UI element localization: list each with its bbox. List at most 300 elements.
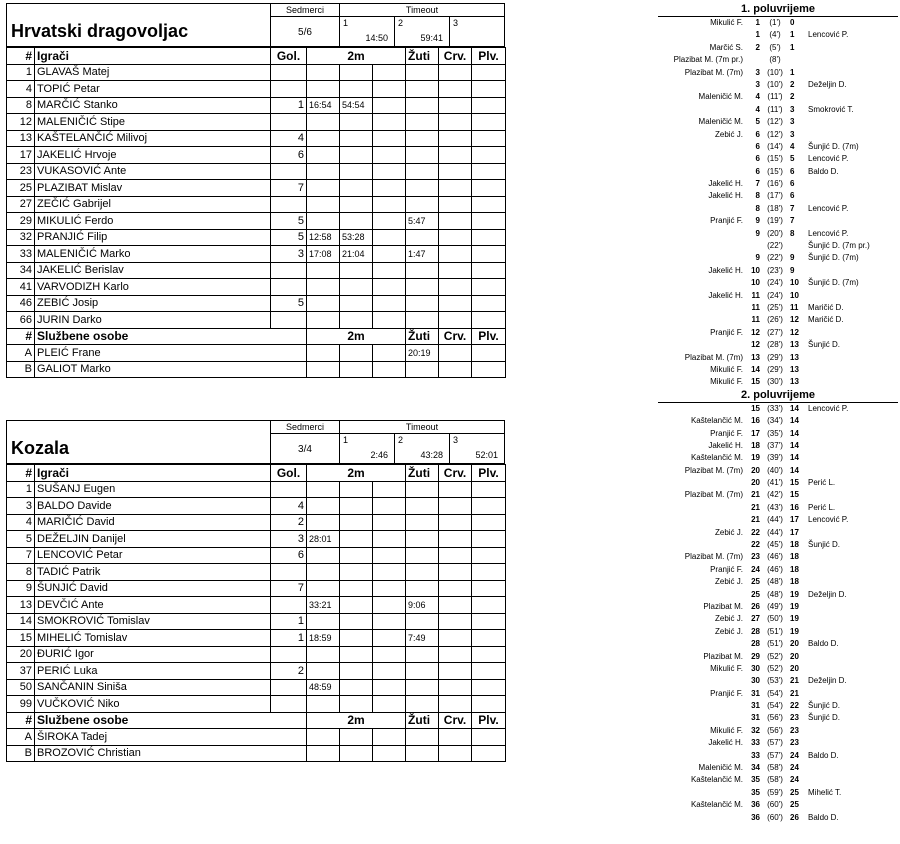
event-row bbox=[658, 215, 898, 227]
event-minute: (12') bbox=[767, 129, 783, 139]
sedmerci-value: 3/4 bbox=[270, 433, 340, 464]
player-name: DEVČIĆ Ante bbox=[35, 597, 271, 614]
player-red bbox=[439, 196, 472, 213]
event-home-score: 4 bbox=[755, 104, 760, 114]
player-2m-1 bbox=[307, 312, 340, 329]
event-guest-score: 10 bbox=[790, 290, 799, 300]
event-home-score: 6 bbox=[755, 166, 760, 176]
event-minute: (40') bbox=[767, 465, 783, 475]
player-blue bbox=[472, 64, 506, 81]
player-yellow: 5:47 bbox=[406, 213, 439, 230]
player-yellow bbox=[406, 114, 439, 131]
official-2m-1 bbox=[307, 729, 340, 746]
timeout-cell: 3 52:01 bbox=[450, 433, 505, 464]
table-row bbox=[7, 279, 506, 296]
player-2m-1 bbox=[307, 481, 340, 498]
player-number: 3 bbox=[7, 498, 35, 515]
event-guest-score: 0 bbox=[790, 18, 795, 27]
player-2m-3 bbox=[373, 679, 406, 696]
official-row bbox=[7, 345, 506, 362]
official-red bbox=[439, 361, 472, 378]
event-home-score: 15 bbox=[751, 403, 760, 413]
player-yellow: 9:06 bbox=[406, 597, 439, 614]
event-minute: (14') bbox=[767, 141, 783, 151]
player-2m-2 bbox=[340, 630, 373, 647]
header-blue: Plv. bbox=[472, 712, 506, 729]
player-goals bbox=[271, 696, 307, 713]
event-row bbox=[658, 527, 898, 539]
event-home-score: 27 bbox=[751, 614, 760, 624]
player-number: 27 bbox=[7, 196, 35, 213]
event-home-player: Plazibat M. (7m) bbox=[684, 67, 743, 77]
event-minute: (10') bbox=[767, 79, 783, 89]
table-header-row bbox=[7, 48, 506, 65]
event-home-score: 24 bbox=[751, 564, 760, 574]
player-name: JAKELIĆ Hrvoje bbox=[35, 147, 271, 164]
player-blue bbox=[472, 547, 506, 564]
event-row bbox=[658, 178, 898, 190]
event-guest-player: Šunjić D. bbox=[808, 701, 841, 711]
timeout-cell: 3 bbox=[450, 16, 505, 47]
event-guest-score: 19 bbox=[790, 614, 799, 624]
official-2m-1 bbox=[307, 345, 340, 362]
event-home-player: Marčić S. bbox=[709, 42, 743, 52]
player-2m-3 bbox=[373, 663, 406, 680]
player-name: LENCOVIĆ Petar bbox=[35, 547, 271, 564]
player-blue bbox=[472, 514, 506, 531]
table-row bbox=[7, 213, 506, 230]
player-number: 33 bbox=[7, 246, 35, 263]
officials-header-row bbox=[7, 328, 506, 345]
player-name: ŠUNJIĆ David bbox=[35, 580, 271, 597]
event-row bbox=[658, 302, 898, 314]
player-yellow bbox=[406, 564, 439, 581]
player-red bbox=[439, 64, 472, 81]
table-row bbox=[7, 262, 506, 279]
sedmerci-box bbox=[270, 420, 340, 464]
event-home-player: Mikulić F. bbox=[710, 364, 743, 374]
player-number: 4 bbox=[7, 514, 35, 531]
event-row bbox=[658, 428, 898, 440]
event-minute: (51') bbox=[767, 626, 783, 636]
table-row bbox=[7, 564, 506, 581]
event-guest-player: Baldo D. bbox=[808, 812, 839, 822]
player-name: TADIĆ Patrik bbox=[35, 564, 271, 581]
event-guest-score: 14 bbox=[790, 440, 799, 450]
sedmerci-box bbox=[270, 3, 340, 47]
event-guest-score: 14 bbox=[790, 428, 799, 438]
event-home-score: 23 bbox=[751, 552, 760, 562]
event-home-player: Kaštelančić M. bbox=[690, 416, 743, 426]
event-guest-player: Šunjić D. (7m) bbox=[808, 278, 859, 288]
event-minute: (8') bbox=[769, 55, 781, 65]
player-red bbox=[439, 613, 472, 630]
team2-section bbox=[6, 420, 505, 762]
player-2m-3 bbox=[373, 196, 406, 213]
event-minute: (28') bbox=[767, 340, 783, 350]
event-guest-score: 17 bbox=[790, 515, 799, 525]
event-guest-score: 15 bbox=[790, 478, 799, 488]
event-guest-score: 2 bbox=[790, 79, 795, 89]
player-red bbox=[439, 229, 472, 246]
event-minute: (53') bbox=[767, 676, 783, 686]
event-home-score: 35 bbox=[751, 787, 760, 797]
event-home-score: 11 bbox=[751, 302, 760, 312]
event-minute: (60') bbox=[767, 812, 783, 822]
table-row bbox=[7, 163, 506, 180]
header-yellow: Žuti bbox=[406, 712, 439, 729]
official-letter: A bbox=[7, 345, 35, 362]
event-home-player: Plazibat M. (7m) bbox=[684, 490, 743, 500]
event-minute: (29') bbox=[767, 364, 783, 374]
event-guest-player: Maričić D. bbox=[808, 302, 844, 312]
event-row bbox=[658, 638, 898, 650]
event-guest-player: Mihelić T. bbox=[808, 787, 842, 797]
event-minute: (49') bbox=[767, 601, 783, 611]
table-row bbox=[7, 580, 506, 597]
sedmerci-value: 5/6 bbox=[270, 16, 340, 47]
player-red bbox=[439, 262, 472, 279]
player-red bbox=[439, 312, 472, 329]
header-goals: Gol. bbox=[271, 48, 307, 65]
table-row bbox=[7, 147, 506, 164]
player-name: MIKULIĆ Ferdo bbox=[35, 213, 271, 230]
event-guest-score: 20 bbox=[790, 639, 799, 649]
event-row bbox=[658, 551, 898, 563]
table-row bbox=[7, 514, 506, 531]
event-guest-score: 9 bbox=[790, 265, 795, 275]
event-guest-score: 13 bbox=[790, 364, 799, 374]
event-home-score: 21 bbox=[751, 502, 760, 512]
event-home-score: 33 bbox=[751, 750, 760, 760]
player-red bbox=[439, 130, 472, 147]
table-row bbox=[7, 229, 506, 246]
event-row bbox=[658, 452, 898, 464]
player-2m-1: 33:21 bbox=[307, 597, 340, 614]
event-row bbox=[658, 415, 898, 427]
player-name: KAŠTELANČIĆ Milivoj bbox=[35, 130, 271, 147]
event-home-score: 9 bbox=[755, 253, 760, 263]
event-guest-score: 23 bbox=[790, 738, 799, 748]
event-home-player: Kaštelančić M. bbox=[690, 800, 743, 810]
player-goals: 7 bbox=[271, 180, 307, 197]
event-row bbox=[658, 129, 898, 141]
event-row bbox=[658, 774, 898, 786]
player-number: 41 bbox=[7, 279, 35, 296]
player-goals: 2 bbox=[271, 663, 307, 680]
player-yellow: 7:49 bbox=[406, 630, 439, 647]
event-minute: (43') bbox=[767, 502, 783, 512]
half1-events bbox=[658, 17, 898, 389]
player-number: 34 bbox=[7, 262, 35, 279]
event-guest-score: 4 bbox=[790, 141, 795, 151]
event-home-score: 33 bbox=[751, 738, 760, 748]
player-goals bbox=[271, 564, 307, 581]
player-name: MALENIČIĆ Marko bbox=[35, 246, 271, 263]
event-home-player: Pranjić F. bbox=[710, 327, 743, 337]
event-home-score: 35 bbox=[751, 775, 760, 785]
player-2m-2 bbox=[340, 180, 373, 197]
player-red bbox=[439, 531, 472, 548]
event-minute: (56') bbox=[767, 725, 783, 735]
event-home-score: 34 bbox=[751, 763, 760, 773]
header-2m: 2m bbox=[307, 48, 406, 65]
event-home-score: 21 bbox=[751, 515, 760, 525]
event-minute: (57') bbox=[767, 738, 783, 748]
event-guest-player: Lencović P. bbox=[808, 203, 849, 213]
event-guest-score: 14 bbox=[790, 416, 799, 426]
player-red bbox=[439, 295, 472, 312]
player-2m-2 bbox=[340, 514, 373, 531]
event-home-score: 8 bbox=[755, 203, 760, 213]
event-minute: (18') bbox=[767, 203, 783, 213]
header-yellow: Žuti bbox=[406, 48, 439, 65]
event-home-score: 20 bbox=[751, 478, 760, 488]
event-guest-player: Lencović P. bbox=[808, 515, 849, 525]
player-2m-1 bbox=[307, 646, 340, 663]
event-minute: (15') bbox=[767, 166, 783, 176]
player-2m-2 bbox=[340, 196, 373, 213]
player-yellow bbox=[406, 229, 439, 246]
header-players: Igrači bbox=[35, 465, 271, 482]
event-guest-score: 18 bbox=[790, 540, 799, 550]
timeout-box bbox=[340, 420, 505, 464]
player-2m-1 bbox=[307, 64, 340, 81]
player-2m-2 bbox=[340, 531, 373, 548]
table-row bbox=[7, 481, 506, 498]
player-2m-1 bbox=[307, 547, 340, 564]
player-2m-3 bbox=[373, 564, 406, 581]
event-home-score: 28 bbox=[751, 639, 760, 649]
player-number: 8 bbox=[7, 97, 35, 114]
event-home-score: 20 bbox=[751, 465, 760, 475]
player-2m-2 bbox=[340, 613, 373, 630]
player-number: 17 bbox=[7, 147, 35, 164]
player-yellow bbox=[406, 613, 439, 630]
player-blue bbox=[472, 180, 506, 197]
player-2m-2 bbox=[340, 498, 373, 515]
event-home-score: 29 bbox=[751, 651, 760, 661]
player-2m-2 bbox=[340, 295, 373, 312]
team1-section bbox=[6, 3, 505, 378]
event-home-score: 6 bbox=[755, 141, 760, 151]
half2-events bbox=[658, 403, 898, 824]
event-minute: (25') bbox=[767, 302, 783, 312]
event-row bbox=[658, 67, 898, 79]
player-2m-1 bbox=[307, 114, 340, 131]
event-row bbox=[658, 403, 898, 415]
event-guest-score: 13 bbox=[790, 377, 799, 387]
player-goals: 4 bbox=[271, 130, 307, 147]
player-2m-3 bbox=[373, 64, 406, 81]
header-red: Crv. bbox=[439, 465, 472, 482]
event-home-player: Mikulić F. bbox=[710, 18, 743, 27]
official-letter: A bbox=[7, 729, 35, 746]
event-minute: (30') bbox=[767, 377, 783, 387]
event-guest-score: 13 bbox=[790, 340, 799, 350]
event-home-player: Zebić J. bbox=[714, 129, 743, 139]
event-home-player: Pranjić F. bbox=[710, 216, 743, 226]
event-minute: (42') bbox=[767, 490, 783, 500]
event-home-player: Plazibat M. (7m) bbox=[684, 352, 743, 362]
official-letter: B bbox=[7, 745, 35, 762]
player-name: MARČIĆ Stanko bbox=[35, 97, 271, 114]
player-2m-2 bbox=[340, 580, 373, 597]
event-minute: (24') bbox=[767, 278, 783, 288]
players-table bbox=[6, 47, 506, 378]
event-guest-score: 15 bbox=[790, 490, 799, 500]
event-guest-score: 9 bbox=[790, 253, 795, 263]
table-row bbox=[7, 64, 506, 81]
player-yellow bbox=[406, 547, 439, 564]
event-guest-score: 20 bbox=[790, 651, 799, 661]
table-row bbox=[7, 97, 506, 114]
player-blue bbox=[472, 229, 506, 246]
event-home-score: 31 bbox=[751, 701, 760, 711]
player-name: VUKASOVIĆ Ante bbox=[35, 163, 271, 180]
player-2m-2 bbox=[340, 147, 373, 164]
player-name: GLAVAŠ Matej bbox=[35, 64, 271, 81]
player-2m-2 bbox=[340, 564, 373, 581]
player-number: 13 bbox=[7, 130, 35, 147]
official-name: GALIOT Marko bbox=[35, 361, 307, 378]
player-goals bbox=[271, 64, 307, 81]
player-2m-3 bbox=[373, 514, 406, 531]
event-home-player: Zebić J. bbox=[714, 577, 743, 587]
event-minute: (57') bbox=[767, 750, 783, 760]
event-row bbox=[658, 141, 898, 153]
event-guest-score: 19 bbox=[790, 601, 799, 611]
event-row bbox=[658, 564, 898, 576]
player-number: 1 bbox=[7, 481, 35, 498]
event-row bbox=[658, 477, 898, 489]
event-home-player: Mikulić F. bbox=[710, 725, 743, 735]
event-minute: (10') bbox=[767, 67, 783, 77]
player-blue bbox=[472, 613, 506, 630]
event-home-score: 17 bbox=[751, 428, 760, 438]
player-goals: 7 bbox=[271, 580, 307, 597]
player-number: 7 bbox=[7, 547, 35, 564]
player-goals bbox=[271, 81, 307, 98]
player-number: 46 bbox=[7, 295, 35, 312]
event-guest-player: Lencović P. bbox=[808, 30, 849, 40]
players-table bbox=[6, 464, 506, 762]
timeout-cell: 1 14:50 bbox=[340, 16, 395, 47]
player-name: MALENIČIĆ Stipe bbox=[35, 114, 271, 131]
player-red bbox=[439, 547, 472, 564]
player-2m-1: 16:54 bbox=[307, 97, 340, 114]
event-home-score: 5 bbox=[755, 117, 760, 127]
event-minute: (50') bbox=[767, 614, 783, 624]
event-home-score: 1 bbox=[755, 30, 760, 40]
official-row bbox=[7, 729, 506, 746]
event-home-score: 26 bbox=[751, 601, 760, 611]
player-yellow bbox=[406, 514, 439, 531]
event-home-player: Jakelić H. bbox=[708, 265, 743, 275]
player-number: 14 bbox=[7, 613, 35, 630]
event-row bbox=[658, 787, 898, 799]
event-row bbox=[658, 601, 898, 613]
player-2m-3 bbox=[373, 646, 406, 663]
player-red bbox=[439, 663, 472, 680]
player-red bbox=[439, 696, 472, 713]
event-home-player: Pranjić F. bbox=[710, 688, 743, 698]
player-2m-2 bbox=[340, 262, 373, 279]
header-players: Igrači bbox=[35, 48, 271, 65]
player-2m-1 bbox=[307, 213, 340, 230]
player-2m-2 bbox=[340, 279, 373, 296]
player-2m-2: 53:28 bbox=[340, 229, 373, 246]
officials-header-row bbox=[7, 712, 506, 729]
event-home-score: 1 bbox=[755, 18, 760, 27]
player-name: ZEČIĆ Gabrijel bbox=[35, 196, 271, 213]
event-guest-player: Baldo D. bbox=[808, 750, 839, 760]
player-goals bbox=[271, 262, 307, 279]
event-home-player: Kaštelančić M. bbox=[690, 775, 743, 785]
event-home-player: Jakelić H. bbox=[708, 738, 743, 748]
player-2m-1 bbox=[307, 180, 340, 197]
event-minute: (23') bbox=[767, 265, 783, 275]
event-minute: (16') bbox=[767, 179, 783, 189]
event-minute: (52') bbox=[767, 663, 783, 673]
event-minute: (54') bbox=[767, 701, 783, 711]
score-sheet bbox=[658, 3, 898, 824]
event-guest-score: 16 bbox=[790, 502, 799, 512]
header-red: Crv. bbox=[439, 712, 472, 729]
timeout-label: Timeout bbox=[340, 3, 505, 16]
player-name: ĐURIĆ Igor bbox=[35, 646, 271, 663]
player-number: 12 bbox=[7, 114, 35, 131]
event-guest-score: 7 bbox=[790, 216, 795, 226]
table-row bbox=[7, 646, 506, 663]
event-row bbox=[658, 327, 898, 339]
player-blue bbox=[472, 97, 506, 114]
table-row bbox=[7, 130, 506, 147]
player-red bbox=[439, 180, 472, 197]
player-yellow bbox=[406, 130, 439, 147]
player-blue bbox=[472, 246, 506, 263]
player-number: 23 bbox=[7, 163, 35, 180]
event-home-player: Maleničić M. bbox=[698, 117, 743, 127]
event-minute: (37') bbox=[767, 440, 783, 450]
header-officials: Službene osobe bbox=[35, 328, 307, 345]
event-guest-score: 6 bbox=[790, 166, 795, 176]
player-name: PERIĆ Luka bbox=[35, 663, 271, 680]
player-2m-2: 21:04 bbox=[340, 246, 373, 263]
event-row bbox=[658, 252, 898, 264]
event-home-score: 7 bbox=[755, 179, 760, 189]
player-2m-2 bbox=[340, 547, 373, 564]
player-yellow bbox=[406, 580, 439, 597]
event-home-player: Mikulić F. bbox=[710, 663, 743, 673]
event-row bbox=[658, 79, 898, 91]
official-yellow bbox=[406, 745, 439, 762]
official-2m-1 bbox=[307, 361, 340, 378]
event-minute: (19') bbox=[767, 216, 783, 226]
event-home-player: Jakelić H. bbox=[708, 179, 743, 189]
event-guest-score: 14 bbox=[790, 453, 799, 463]
event-row bbox=[658, 42, 898, 54]
player-number: 5 bbox=[7, 531, 35, 548]
player-2m-1 bbox=[307, 163, 340, 180]
event-row bbox=[658, 364, 898, 376]
official-name: PLEIĆ Frane bbox=[35, 345, 307, 362]
player-name: MIHELIĆ Tomislav bbox=[35, 630, 271, 647]
event-minute: (34') bbox=[767, 416, 783, 426]
event-guest-score: 23 bbox=[790, 725, 799, 735]
event-guest-score: 22 bbox=[790, 701, 799, 711]
event-guest-player: Baldo D. bbox=[808, 639, 839, 649]
